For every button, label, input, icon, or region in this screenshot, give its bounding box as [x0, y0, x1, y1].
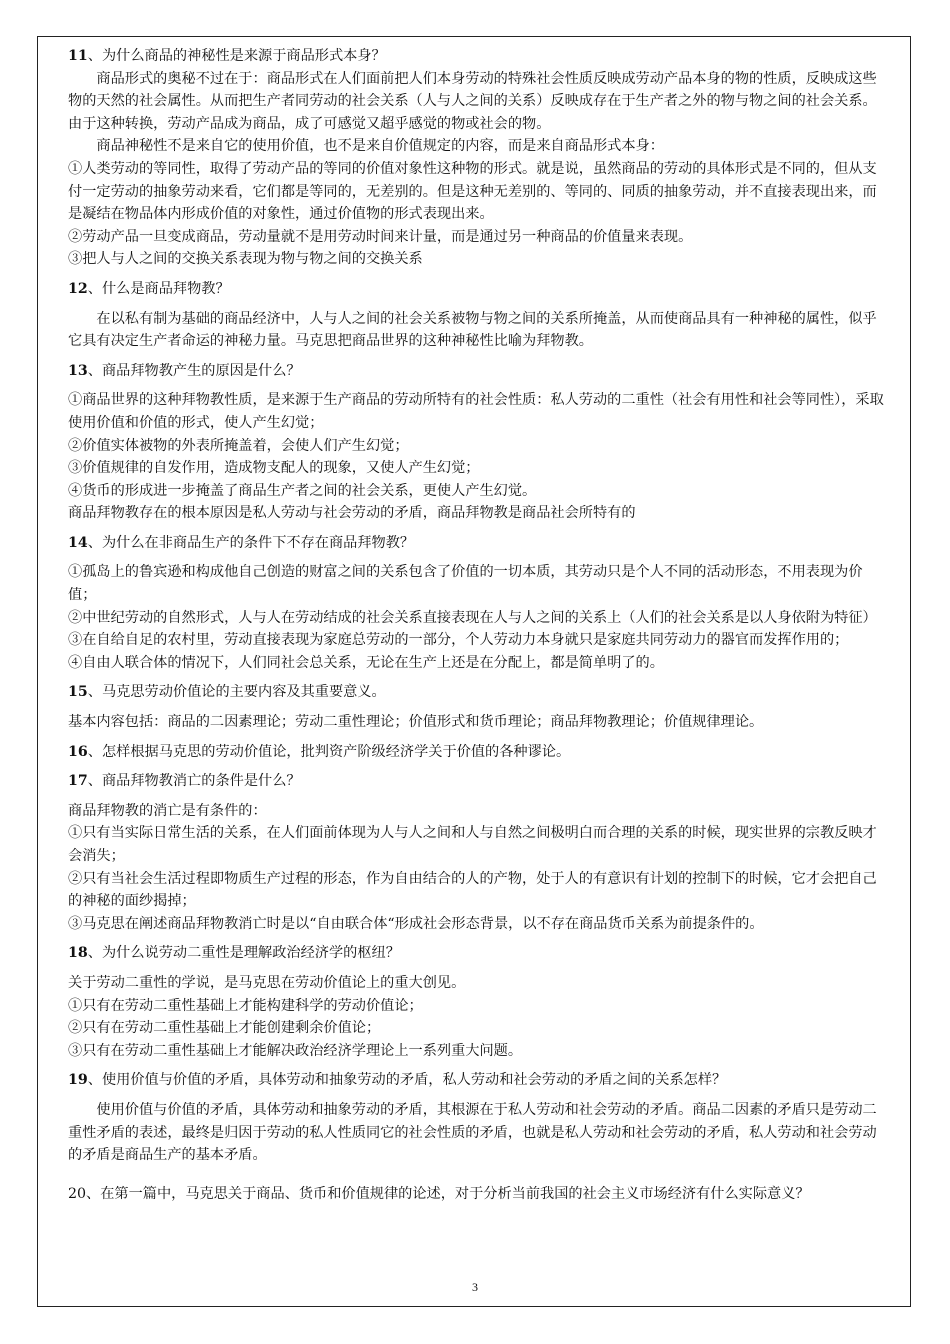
page-number: 3	[472, 1280, 478, 1294]
question-number: 15	[68, 684, 88, 701]
question-heading	[68, 1069, 886, 1092]
section-q12	[68, 278, 886, 353]
list-item: ②只有在劳动二重性基础上才能创建剩余价值论；	[68, 1020, 381, 1037]
section-q20	[68, 1183, 886, 1206]
question-number: 17	[68, 773, 88, 790]
list-item: ②只有当社会生活过程即物质生产过程的形态，作为自由结合的人的产物，处于人的有意识有计划的控制下的时候，它才会把自己的神秘的面纱揭掉；	[68, 870, 877, 910]
question-heading	[68, 681, 886, 704]
question-number: 14	[68, 534, 88, 551]
section-q14	[68, 532, 886, 675]
list-item: ③价值规律的自发作用，造成物支配人的现象，又使人产生幻觉；	[68, 460, 480, 477]
paragraph: 基本内容包括：商品的二因素理论；劳动二重性理论；价值形式和货币理论；商品拜物教理论；价值规律理论。	[68, 714, 764, 731]
list-item: ③把人与人之间的交换关系表现为物与物之间的交换关系	[68, 251, 423, 268]
paragraph: 在以私有制为基础的商品经济中，人与人之间的社会关系被物与物之间的关系所掩盖，从而使商品具有一种神秘的属性，似乎它具有决定生产者命运的神秘力量。马克思把商品世界的这种神秘性比喻为拜物教。	[68, 310, 877, 350]
list-item: ②中世纪劳动的自然形式，人与人在劳动结成的社会关系直接表现在人与人之间的关系上（人们的社会关系是以人身依附为特征）	[68, 609, 877, 626]
list-item: ①商品世界的这种拜物教性质，是来源于生产商品的劳动所特有的社会性质：私人劳动的二重性（社会有用性和社会等同性），采取使用价值和价值的形式，使人产生幻觉；	[68, 392, 884, 431]
section-q11	[68, 45, 886, 271]
question-number: 11	[68, 48, 88, 64]
question-heading	[68, 278, 886, 301]
list-item: ②价值实体被物的外表所掩盖着，会使人们产生幻觉；	[68, 437, 409, 454]
list-item: ②劳动产品一旦变成商品，劳动量就不是用劳动时间来计量，而是通过另一种商品的价值量来表现。	[68, 228, 693, 245]
question-number: 18	[68, 945, 88, 962]
list-item: ③在自给自足的农村里，劳动直接表现为家庭总劳动的一部分，个人劳动力本身就只是家庭共同劳动力的器官而发挥作用的；	[68, 632, 849, 649]
list-item: ④货币的形成进一步掩盖了商品生产者之间的社会关系，更使人产生幻觉。	[68, 482, 537, 499]
section-q19	[68, 1069, 886, 1166]
question-heading	[68, 360, 886, 383]
question-heading	[68, 942, 886, 965]
question-number: 12	[68, 280, 88, 297]
list-item: ①人类劳动的等同性，取得了劳动产品的等同的价值对象性这种物的形式。就是说，虽然商品的劳动的具体形式是不同的，但从支付一定劳动的抽象劳动来看，它们都是等同的，无差别的。但是这种无差别的、等同的、同质的抽象劳动，并不直接表现出来，而是凝结在物品体内形成价值的对象性，通过价值物的形式表现出来。	[68, 160, 877, 223]
question-number: 13	[68, 362, 88, 379]
section-q18	[68, 942, 886, 1062]
question-number: 16	[68, 743, 88, 760]
question-title: 、为什么商品的神秘性是来源于商品形式本身？	[87, 48, 386, 64]
page-frame	[37, 36, 911, 1307]
section-q15	[68, 681, 886, 733]
question-heading	[68, 532, 886, 555]
section-q16	[68, 741, 886, 764]
section-q13	[68, 360, 886, 525]
list-item: ④自由人联合体的情况下，人们同社会总关系，无论在生产上还是在分配上，都是简单明了的。	[68, 654, 664, 671]
document-body	[68, 45, 886, 1205]
question-title: 、商品拜物教消亡的条件是什么？	[87, 773, 301, 790]
list-item: ③马克思在阐述商品拜物教消亡时是以“自由联合体“形成社会形态背景，以不存在商品货币关系为前提条件的。	[68, 915, 764, 932]
question-title: 、为什么说劳动二重性是理解政治经济学的枢纽？	[87, 945, 400, 962]
question-title: 、为什么在非商品生产的条件下不存在商品拜物教？	[87, 534, 415, 551]
list-item: ③只有在劳动二重性基础上才能解决政治经济学理论上一系列重大问题。	[68, 1042, 523, 1059]
paragraph: 使用价值与价值的矛盾，具体劳动和抽象劳动的矛盾，其根源在于私人劳动和社会劳动的矛盾。商品二因素的矛盾只是劳动二重性矛盾的表述，最终是归因于劳动的私人性质同它的社会性质的矛盾，也就是私人劳动和社会劳动的矛盾，私人劳动和社会劳动的矛盾是商品生产的基本矛盾。	[68, 1101, 877, 1164]
question-heading	[68, 770, 886, 793]
paragraph: 商品拜物教存在的根本原因是私人劳动与社会劳动的矛盾，商品拜物教是商品社会所特有的	[68, 505, 636, 522]
question-number: 19	[68, 1072, 88, 1089]
section-q17	[68, 770, 886, 935]
list-item: ①只有在劳动二重性基础上才能构建科学的劳动价值论；	[68, 997, 423, 1014]
question-title: 、什么是商品拜物教？	[87, 280, 230, 297]
paragraph: 商品神秘性不是来自它的使用价值，也不是来自价值规定的内容，而是来自商品形式本身：	[96, 138, 664, 155]
paragraph: 关于劳动二重性的学说，是马克思在劳动价值论上的重大创见。	[68, 974, 466, 991]
question-title: 、怎样根据马克思的劳动价值论，批判资产阶级经济学关于价值的各种谬论。	[87, 743, 571, 760]
paragraph: 商品拜物教的消亡是有条件的：	[68, 802, 267, 819]
question-title: 、马克思劳动价值论的主要内容及其重要意义。	[87, 684, 386, 701]
list-item: ①孤岛上的鲁宾逊和构成他自己创造的财富之间的关系包含了价值的一切本质，其劳动只是个人不同的活动形态，不用表现为价值；	[68, 564, 863, 604]
question-heading	[68, 741, 886, 764]
question-title: 、商品拜物教产生的原因是什么？	[87, 362, 301, 379]
question-title: 、使用价值与价值的矛盾，具体劳动和抽象劳动的矛盾，私人劳动和社会劳动的矛盾之间的关系怎样？	[87, 1072, 727, 1089]
question-heading: 20、在第一篇中，马克思关于商品、货币和价值规律的论述，对于分析当前我国的社会主义市场经济有什么实际意义？	[68, 1185, 810, 1202]
list-item: ①只有当实际日常生活的关系，在人们面前体现为人与人之间和人与自然之间极明白而合理的关系的时候，现实世界的宗教反映才会消失；	[68, 825, 877, 864]
question-heading	[68, 45, 886, 68]
paragraph: 商品形式的奥秘不过在于：商品形式在人们面前把人们本身劳动的特殊社会性质反映成劳动产品本身的物的性质，反映成这些物的天然的社会属性。从而把生产者同劳动的社会关系（人与人之间的关系）反映成存在于生产者之外的物与物之间的社会关系。由于这种转换，劳动产品成为商品，成了可感觉又超乎感觉的物或社会的物。	[68, 70, 877, 132]
